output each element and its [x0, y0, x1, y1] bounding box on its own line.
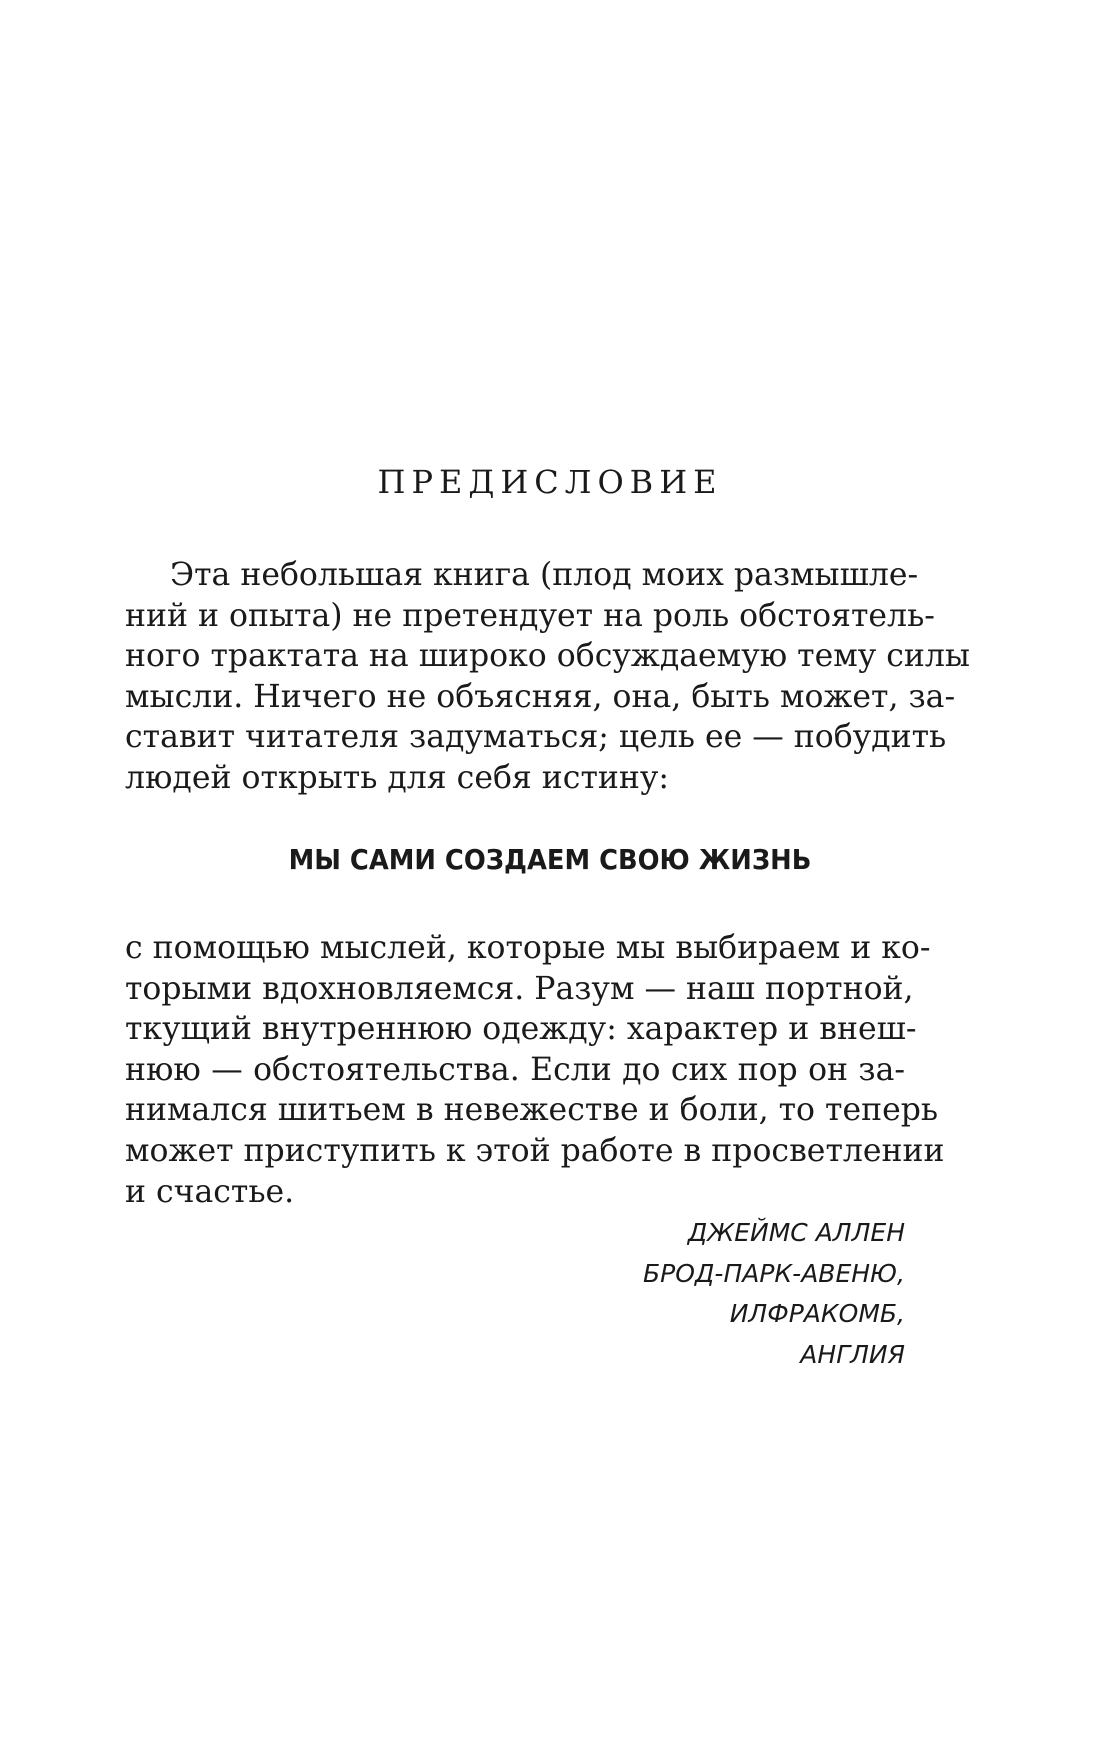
text-line: нимался шитьем в невежестве и боли, то теперь	[125, 1092, 939, 1129]
address-country: АНГЛИЯ	[800, 1339, 905, 1369]
text-line: торыми вдохновляемся. Разум — наш портной,	[125, 970, 914, 1007]
address-town: ИЛФРАКОМБ,	[729, 1299, 905, 1328]
text-line: Эта небольшая книга (плод моих размышле-	[170, 557, 919, 593]
text-line: нюю — обстоятельства. Если до сих пор он за-	[125, 1051, 905, 1088]
text-line: ткущий внутреннюю одежду: характер и внеш-	[125, 1011, 917, 1048]
text-line: мысли. Ничего не объясняя, она, быть может, за-	[125, 678, 956, 715]
page-title: ПРЕДИСЛОВИЕ	[377, 463, 723, 501]
text-line: ставит читателя задуматься; цель ее — побудить	[125, 719, 947, 756]
text-line: может приступить к этой работе в просветлении	[125, 1132, 945, 1169]
text-line: и счастье.	[125, 1173, 295, 1210]
text-line: людей открыть для себя истину:	[125, 759, 670, 796]
author-name: ДЖЕЙМС АЛЛЕН	[687, 1218, 905, 1247]
text-line: ний и опыта) не претендует на роль обстоятель-	[125, 597, 935, 634]
address-street: БРОД-ПАРК-АВЕНЮ,	[643, 1258, 905, 1288]
text-line: с помощью мыслей, которые мы выбираем и ко-	[125, 930, 931, 966]
preface-paragraph-2	[125, 928, 945, 1212]
motto-heading: МЫ САМИ СОЗДАЕМ СВОЮ ЖИЗНЬ	[288, 843, 812, 876]
signature-block	[643, 1213, 905, 1375]
text-line: ного трактата на широко обсуждаемую тему силы	[125, 638, 970, 675]
preface-paragraph-1	[125, 555, 970, 799]
